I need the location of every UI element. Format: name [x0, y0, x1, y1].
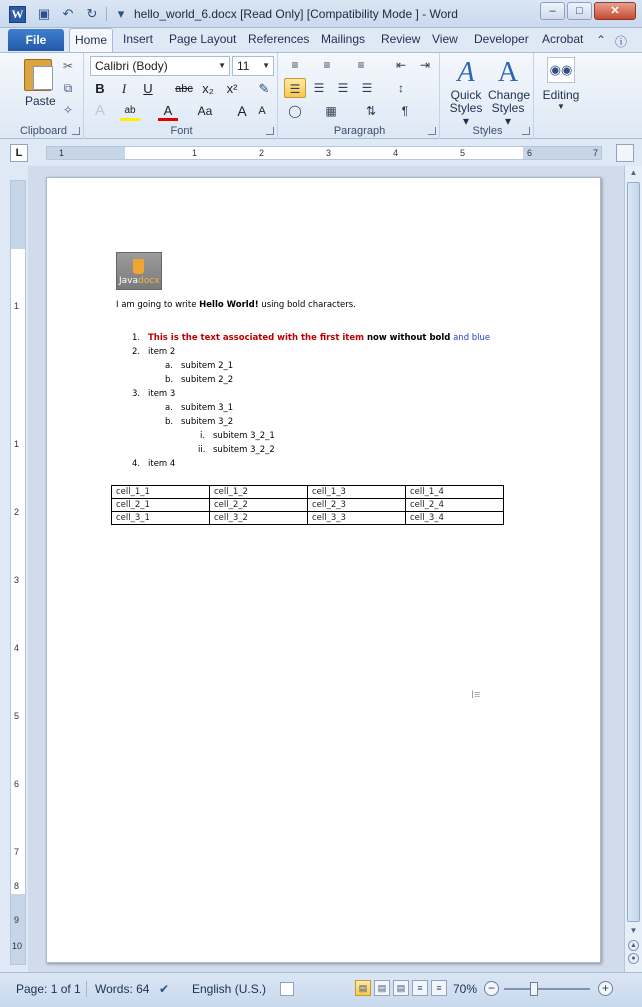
- table-cell: cell_1_4: [406, 486, 504, 499]
- javadocx-logo: [116, 252, 162, 290]
- customize-icon[interactable]: ▾: [117, 6, 125, 21]
- font-size-combo[interactable]: [232, 56, 274, 76]
- ruler-number: 7: [14, 847, 20, 857]
- increase-indent-icon[interactable]: ⇥: [419, 58, 431, 72]
- web-layout-view-icon[interactable]: ▤: [393, 980, 409, 996]
- window-controls: [540, 2, 636, 20]
- paragraph-group: [280, 53, 440, 139]
- scroll-up-icon[interactable]: ▲: [629, 168, 638, 177]
- ruler-number: 6: [527, 148, 533, 158]
- paragraph-group-label: Paragraph: [333, 125, 386, 137]
- qat-separator: [106, 7, 107, 21]
- right-margin-area: [523, 147, 601, 159]
- word-app-icon[interactable]: W: [9, 6, 26, 23]
- document-body: [116, 252, 516, 469]
- scroll-down-icon[interactable]: ▼: [629, 926, 638, 935]
- chevron-down-icon: ▼: [218, 61, 226, 70]
- zoom-slider-thumb[interactable]: [530, 982, 538, 996]
- list-item-text: [148, 333, 490, 343]
- font-name-value: Calibri (Body): [95, 59, 168, 73]
- paste-button[interactable]: Paste: [25, 94, 56, 108]
- font-launcher-icon[interactable]: [266, 127, 274, 135]
- ruler-number: 1: [14, 301, 20, 311]
- bold-button[interactable]: B: [95, 81, 105, 96]
- multilevel-list-icon[interactable]: ≡: [357, 58, 365, 72]
- cup-icon: [133, 259, 144, 274]
- table-row: [112, 499, 504, 512]
- draft-view-icon[interactable]: ≡: [431, 980, 447, 996]
- show-formatting-button[interactable]: ¶: [401, 104, 409, 118]
- list-marker: 4.: [132, 459, 141, 469]
- change-styles-label-2: Styles ▾: [491, 101, 525, 128]
- text-effects-icon[interactable]: A: [94, 102, 105, 119]
- ruler-number: 3: [14, 575, 20, 585]
- ruler-number: 5: [460, 148, 466, 158]
- grow-font-button[interactable]: A: [237, 103, 247, 119]
- numbering-icon[interactable]: ≡: [323, 58, 331, 72]
- tab-acrobat[interactable]: Acrobat: [542, 32, 584, 46]
- quick-styles-button[interactable]: [446, 57, 486, 128]
- outline-view-icon[interactable]: ≡: [412, 980, 428, 996]
- clipboard-group-label: Clipboard: [19, 125, 68, 137]
- ruler-number: 2: [259, 148, 265, 158]
- zoom-slider-track[interactable]: [504, 988, 590, 990]
- table-cell: cell_2_3: [308, 499, 406, 512]
- borders-icon[interactable]: ▦: [325, 104, 337, 118]
- highlight-icon[interactable]: ab: [120, 101, 140, 121]
- cut-icon[interactable]: ✂: [62, 59, 74, 73]
- ruler-number: 4: [14, 643, 20, 653]
- shrink-font-button[interactable]: A: [258, 105, 266, 117]
- blue-text: and blue: [450, 333, 491, 343]
- ribbon-tabs: [0, 28, 642, 52]
- table-cell: cell_1_3: [308, 486, 406, 499]
- list-item: subitem 2_1: [181, 361, 234, 371]
- quick-styles-label: Quick: [450, 88, 482, 102]
- justify-icon[interactable]: ☰: [361, 81, 373, 95]
- vertical-ruler[interactable]: [10, 180, 26, 965]
- ruler-number: 10: [12, 941, 23, 951]
- editing-label: Editing: [542, 88, 580, 102]
- title-bar: [0, 0, 642, 28]
- change-styles-icon: A: [497, 57, 519, 88]
- styles-launcher-icon[interactable]: [522, 127, 530, 135]
- window-title: hello_world_6.docx [Read Only] [Compatibility Mode ] - Word: [134, 7, 458, 21]
- tab-developer[interactable]: Developer: [474, 32, 529, 46]
- styles-group-label: Styles: [472, 125, 503, 137]
- superscript-button[interactable]: x²: [226, 81, 238, 96]
- change-case-button[interactable]: Aa: [197, 104, 213, 118]
- logo-text-docx: docx: [138, 276, 160, 286]
- click-and-type-cursor-icon: I≡: [471, 689, 481, 701]
- print-layout-view-icon[interactable]: ▤: [355, 980, 371, 996]
- macro-recording-icon[interactable]: [280, 982, 294, 996]
- list-item: subitem 3_1: [181, 403, 234, 413]
- list-marker: 2.: [132, 347, 141, 357]
- ruler-number: 7: [593, 148, 599, 158]
- intro-text: I am going to write: [116, 300, 200, 310]
- status-bar: [0, 972, 642, 1007]
- ruler-number: 1: [59, 148, 65, 158]
- table-cell: cell_1_1: [112, 486, 210, 499]
- table-row: [112, 486, 504, 499]
- table-cell: cell_3_1: [112, 512, 210, 525]
- binoculars-icon: ◉◉: [547, 57, 575, 83]
- table-cell: cell_2_1: [112, 499, 210, 512]
- table-row: [112, 512, 504, 525]
- close-button[interactable]: ✕: [594, 2, 636, 20]
- list-marker: 3.: [132, 389, 141, 399]
- ruler-number: 1: [14, 439, 20, 449]
- list-marker: a.: [165, 403, 173, 413]
- list-item: item 2: [148, 347, 176, 357]
- tab-view[interactable]: View: [432, 32, 458, 46]
- ruler-row: [0, 140, 642, 166]
- page-count[interactable]: Page: 1 of 1: [16, 982, 81, 996]
- select-browse-object-icon[interactable]: ●: [628, 953, 639, 964]
- list-item: subitem 3_2_1: [213, 431, 275, 441]
- list-item: [132, 333, 140, 343]
- clipboard-group: [4, 53, 84, 139]
- ruler-number: 2: [14, 507, 20, 517]
- status-separator: [86, 981, 87, 997]
- logo-text: [119, 276, 160, 286]
- intro-bold-text: Hello World!: [199, 300, 259, 310]
- paragraph-launcher-icon[interactable]: [428, 127, 436, 135]
- language-indicator[interactable]: English (U.S.): [192, 982, 267, 996]
- horizontal-ruler[interactable]: [46, 146, 602, 160]
- undo-icon[interactable]: ↶: [62, 6, 74, 21]
- line-spacing-icon[interactable]: ↕: [398, 81, 404, 95]
- format-painter-icon[interactable]: ✧: [62, 103, 74, 117]
- vertical-scrollbar[interactable]: [624, 166, 642, 972]
- decrease-indent-icon[interactable]: ⇤: [395, 58, 407, 72]
- minimize-ribbon-icon[interactable]: ⌃: [596, 33, 607, 47]
- strikethrough-button[interactable]: abc: [175, 83, 193, 95]
- tab-home[interactable]: Home: [69, 28, 113, 53]
- zoom-out-button[interactable]: −: [484, 981, 499, 996]
- list-item: subitem 3_2: [181, 417, 234, 427]
- list-marker: i.: [200, 431, 206, 441]
- intro-paragraph: [116, 300, 516, 310]
- minimize-button[interactable]: –: [540, 2, 565, 20]
- bottom-margin-area: [11, 894, 25, 964]
- list-item: subitem 3_2_2: [213, 445, 275, 455]
- logo-text-java: Java: [119, 276, 139, 286]
- tab-references[interactable]: References: [248, 32, 310, 46]
- bold-text: now without bold: [364, 333, 451, 343]
- subscript-button[interactable]: x₂: [202, 81, 214, 96]
- redo-icon[interactable]: ↻: [86, 6, 98, 21]
- font-group: [86, 53, 278, 139]
- top-margin-area: [11, 181, 25, 249]
- tab-file[interactable]: File: [8, 29, 64, 51]
- list-marker: ii.: [198, 445, 206, 455]
- align-left-icon[interactable]: ☰: [284, 78, 306, 98]
- ruler-number: 8: [14, 881, 20, 891]
- quick-access-toolbar: [34, 5, 131, 23]
- table-cell: cell_2_4: [406, 499, 504, 512]
- list-marker: a.: [165, 361, 173, 371]
- tab-page-layout[interactable]: Page Layout: [169, 32, 237, 46]
- editing-button[interactable]: [538, 57, 584, 111]
- list-item: item 4: [148, 459, 176, 469]
- clear-formatting-icon[interactable]: ✎: [258, 81, 270, 96]
- chevron-down-icon: ▼: [262, 61, 270, 70]
- align-right-icon[interactable]: ☰: [337, 81, 349, 95]
- list-item: item 3: [148, 389, 176, 399]
- scrollbar-thumb[interactable]: [627, 182, 640, 922]
- italic-button[interactable]: I: [121, 81, 127, 96]
- change-styles-button[interactable]: [488, 57, 531, 128]
- ruler-number: 5: [14, 711, 20, 721]
- change-styles-label: Change: [488, 88, 531, 102]
- word-count[interactable]: Words: 64: [95, 982, 150, 996]
- align-center-icon[interactable]: ☰: [313, 81, 325, 95]
- help-icon[interactable]: ⓘ: [615, 35, 628, 49]
- tab-selector[interactable]: L: [10, 144, 28, 162]
- zoom-level[interactable]: 70%: [453, 982, 478, 996]
- maximize-button[interactable]: □: [567, 2, 592, 20]
- view-ruler-icon[interactable]: [616, 144, 634, 162]
- font-group-label: Font: [170, 125, 193, 137]
- red-text: This is the text associated with the first item: [148, 333, 364, 343]
- save-icon[interactable]: ▣: [37, 6, 51, 21]
- table-cell: cell_3_4: [406, 512, 504, 525]
- document-page[interactable]: [46, 177, 601, 963]
- ruler-number: 3: [326, 148, 332, 158]
- font-name-combo[interactable]: [90, 56, 230, 76]
- clipboard-launcher-icon[interactable]: [72, 127, 80, 135]
- full-screen-reading-view-icon[interactable]: ▤: [374, 980, 390, 996]
- table-cell: cell_1_2: [210, 486, 308, 499]
- quick-styles-icon: A: [457, 57, 475, 88]
- ruler-number: 9: [14, 915, 20, 925]
- chevron-down-icon: ▼: [557, 102, 565, 111]
- list-item: subitem 2_2: [181, 375, 234, 385]
- previous-page-icon[interactable]: ▲: [628, 940, 639, 951]
- tab-insert[interactable]: Insert: [123, 32, 154, 46]
- paste-icon[interactable]: [24, 59, 52, 91]
- ruler-number: 4: [393, 148, 399, 158]
- document-table: [111, 485, 504, 525]
- quick-styles-label-2: Styles ▾: [449, 101, 483, 128]
- intro-text-end: using bold characters.: [258, 300, 356, 310]
- table-cell: cell_3_2: [210, 512, 308, 525]
- ruler-number: 6: [14, 779, 20, 789]
- copy-icon[interactable]: ⧉: [63, 81, 73, 95]
- underline-button[interactable]: U: [143, 81, 153, 96]
- proofing-icon[interactable]: ✔: [159, 982, 170, 996]
- table-cell: cell_2_2: [210, 499, 308, 512]
- document-workspace: [28, 166, 624, 972]
- styles-group: [442, 53, 534, 139]
- list-marker: 1.: [132, 333, 141, 343]
- list-marker: b.: [165, 375, 174, 385]
- tab-mailings[interactable]: Mailings: [321, 32, 366, 46]
- shading-icon[interactable]: ◯: [288, 104, 302, 118]
- font-size-value: 11: [237, 59, 250, 73]
- bullets-icon[interactable]: ≡: [291, 58, 299, 72]
- ribbon: [0, 52, 642, 139]
- sort-icon[interactable]: ⇅: [365, 104, 377, 118]
- font-color-icon[interactable]: A: [158, 101, 178, 121]
- table-cell: cell_3_3: [308, 512, 406, 525]
- ruler-number: 1: [192, 148, 198, 158]
- tab-review[interactable]: Review: [381, 32, 421, 46]
- zoom-in-button[interactable]: +: [598, 981, 613, 996]
- list-marker: b.: [165, 417, 174, 427]
